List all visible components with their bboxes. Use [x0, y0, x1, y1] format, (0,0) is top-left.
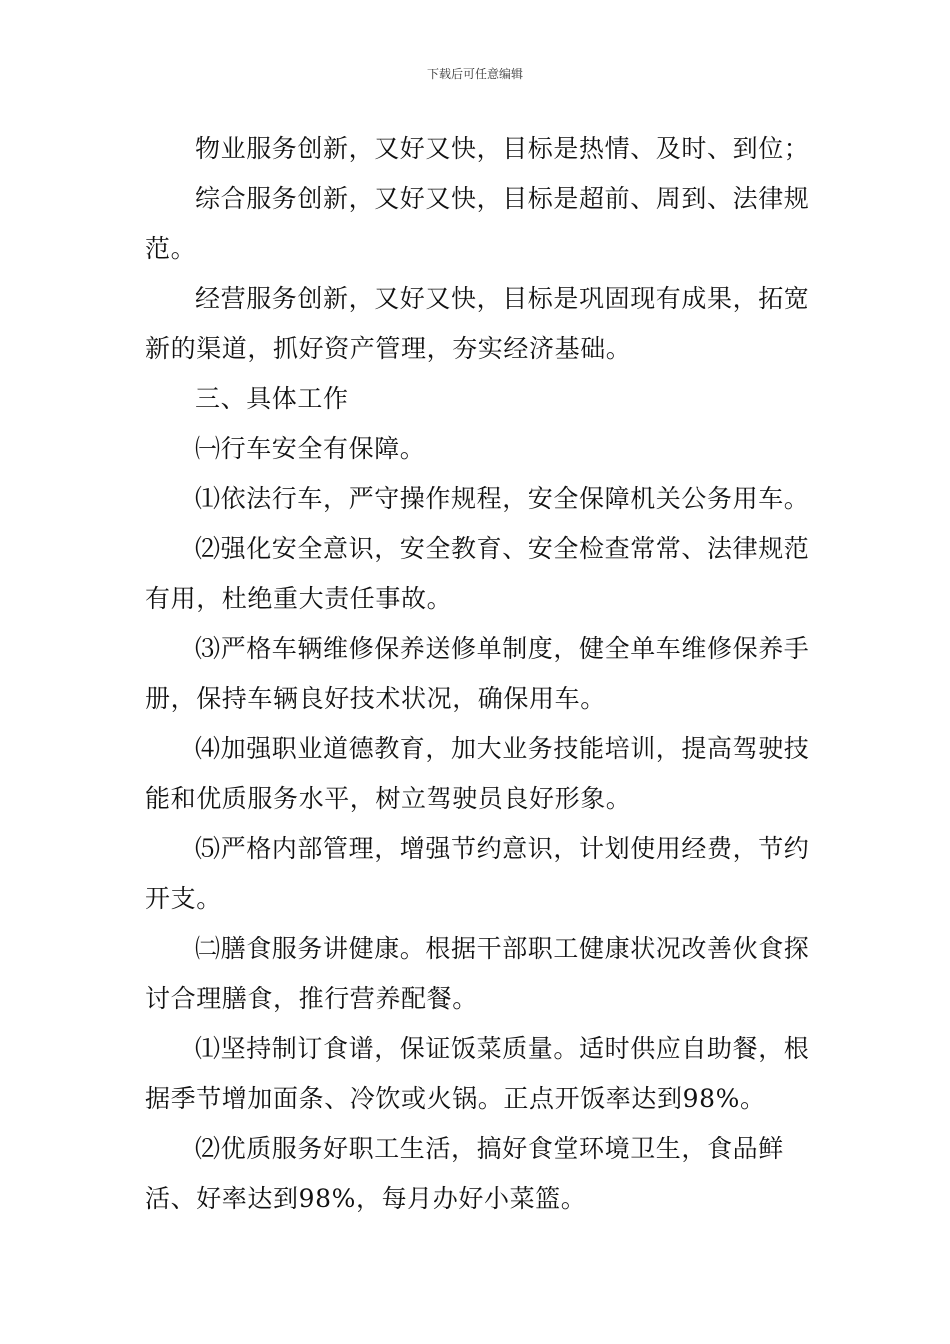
page-header: 下载后可任意编辑	[426, 67, 523, 81]
list-item-catering-1: ⑴坚持制订食谱，保证饭菜质量。适时供应自助餐，根据季节增加面条、冷饮或火锅。正点开饭率达到98%。	[145, 1034, 810, 1113]
list-item-driving-5: ⑸严格内部管理，增强节约意识，计划使用经费，节约开支。	[145, 834, 810, 913]
list-item-catering-2: ⑵优质服务好职工生活，搞好食堂环境卫生，食品鲜活、好率达到98%，每月办好小菜篮。	[145, 1134, 784, 1213]
subheading-catering-service: ㈡膳食服务讲健康。根据干部职工健康状况改善伙食探讨合理膳食，推行营养配餐。	[145, 934, 810, 1013]
list-item-driving-2: ⑵强化安全意识，安全教育、安全检查常常、法律规范有用，杜绝重大责任事故。	[145, 534, 810, 613]
list-item-driving-1: ⑴依法行车，严守操作规程，安全保障机关公务用车。	[195, 484, 810, 513]
paragraph-property-service: 物业服务创新，又好又快，目标是热情、及时、到位；	[195, 134, 810, 163]
list-item-driving-4: ⑷加强职业道德教育，加大业务技能培训，提高驾驶技能和优质服务水平，树立驾驶员良好形象。	[145, 734, 810, 813]
paragraph-business-service: 经营服务创新，又好又快，目标是巩固现有成果，拓宽新的渠道，抓好资产管理，夯实经济基础。	[145, 284, 810, 363]
section-heading-specific-work: 三、具体工作	[195, 384, 349, 413]
document-body	[145, 124, 810, 1224]
list-item-driving-3: ⑶严格车辆维修保养送修单制度，健全单车维修保养手册，保持车辆良好技术状况，确保用车。	[145, 634, 810, 713]
subheading-driving-safety: ㈠行车安全有保障。	[195, 434, 426, 463]
paragraph-comprehensive-service: 综合服务创新，又好又快，目标是超前、周到、法律规范。	[145, 184, 810, 263]
